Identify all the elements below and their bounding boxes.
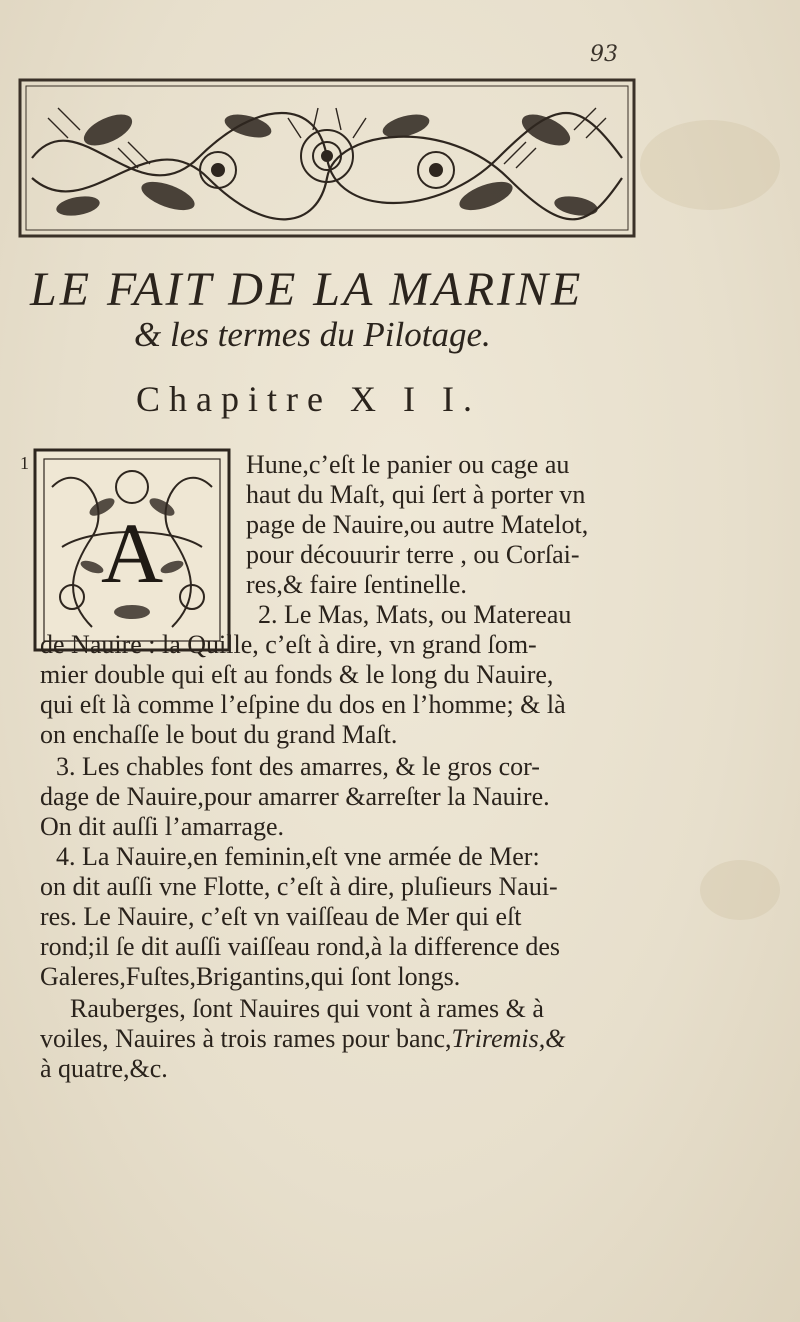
text-line [40,1024,660,1054]
text-line: On dit auſſi l’amarrage. [40,812,285,841]
text-line: Galeres,Fuſtes,Brigantins,qui ſont longs. [40,962,461,991]
text-segment: voiles, Nauires à trois rames pour banc, [40,1024,452,1053]
text-line: 3. Les chables font des amarres, & le gros cor- [56,752,540,781]
text-line: 2. Le Mas, Mats, ou Matereau [258,600,572,629]
page-number: 93 [590,42,618,67]
text-line: page de Nauire,ou autre Matelot, [246,510,589,539]
text-line: Hune,c’eſt le panier ou cage au [246,450,570,479]
text-line: haut du Maſt, qui ſert à porter vn [246,480,586,509]
text-line: res,& faire ſentinelle. [246,570,467,599]
chapter-word: Chapitre [136,379,332,419]
text-line: dage de Nauire,pour amarrer &arreſter la Nauire. [40,782,550,811]
text-line: mier double qui eſt au fonds & le long du Nauire, [40,660,554,689]
chapter-numeral: X I I. [349,379,481,419]
initial-letter: A [100,505,164,601]
text-line: qui eſt là comme l’eſpine du dos en l’homme; & là [40,690,566,719]
margin-number: 1 [20,453,29,473]
text-line: pour découurir terre , ou Corſai- [246,540,580,569]
text-line: Rauberges, ſont Nauires qui vont à rames & à [70,994,544,1023]
text-line: on dit auſſi vne Flotte, c’eſt à dire, pluſieurs Naui- [40,872,558,901]
text-line: 4. La Nauire,en feminin,eſt vne armée de Mer: [56,842,540,871]
text-line: on enchaſſe le bout du grand Maſt. [40,720,398,749]
text-line: de Nauire : la Quille, c’eſt à dire, vn grand ſom- [40,630,537,659]
page-subtitle: & les termes du Pilotage. [134,315,491,354]
italic-word: Triremis,& [451,1024,566,1053]
text-line: à quatre,&c. [40,1054,168,1083]
text-line: res. Le Nauire, c’eſt vn vaiſſeau de Mer qui eſt [40,902,522,931]
page-title: LE FAIT DE LA MARINE [30,263,584,316]
text-line: rond;il ſe dit auſſi vaiſſeau rond,à la difference des [40,932,561,961]
